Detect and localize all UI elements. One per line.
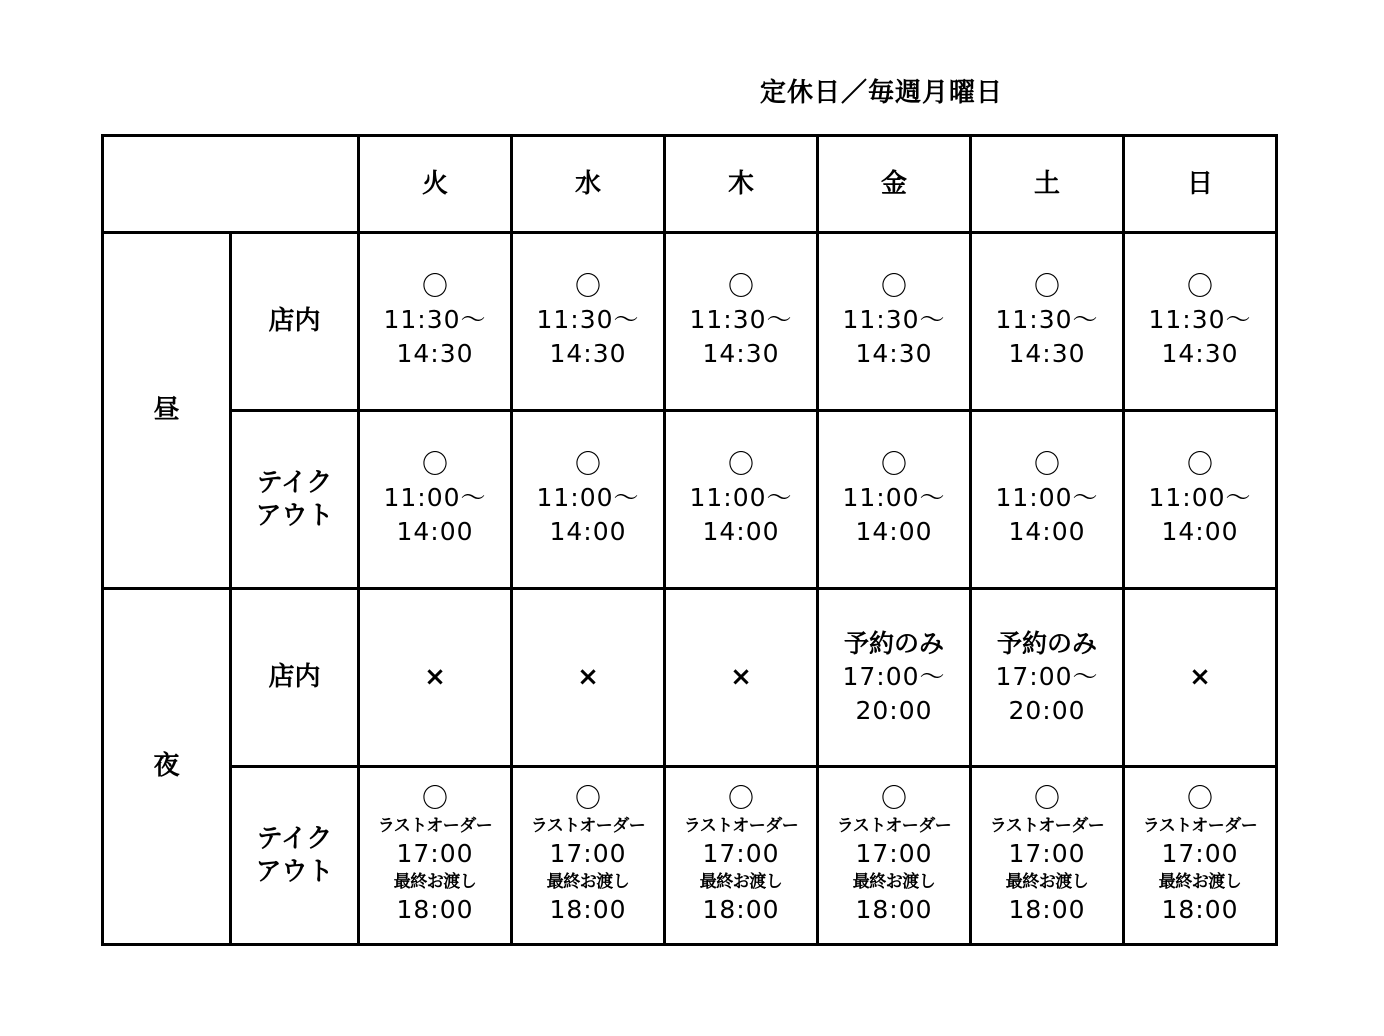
available-mark: 〇 [1186, 272, 1213, 303]
day-header-sat: 土 [971, 136, 1124, 233]
reservation-only-label: 予約のみ [843, 628, 944, 658]
corner-cell [103, 136, 359, 233]
handover-time: 18:00 [396, 895, 474, 925]
service-takeout [231, 411, 359, 589]
last-order-label: ラストオーダー [530, 816, 646, 837]
service-dine-in: 店内 [231, 233, 359, 411]
lunch-dine-in-cell [971, 233, 1124, 411]
available-mark: 〇 [727, 784, 754, 815]
handover-time: 18:00 [549, 895, 627, 925]
day-header-sun: 日 [1124, 136, 1277, 233]
end-time: 14:00 [1161, 517, 1239, 547]
lunch-takeout-cell [971, 411, 1124, 589]
start-time: 11:30〜 [842, 305, 946, 335]
end-time: 14:30 [1008, 339, 1086, 369]
business-hours-table [101, 134, 1278, 946]
closed-mark: × [665, 589, 818, 767]
available-mark: 〇 [727, 272, 754, 303]
lunch-dine-in-row [103, 233, 1277, 411]
end-time: 14:00 [396, 517, 474, 547]
period-dinner: 夜 [103, 589, 231, 945]
end-time: 20:00 [855, 695, 933, 725]
dinner-dine-in-cell [818, 589, 971, 767]
start-time: 11:30〜 [383, 305, 487, 335]
day-header-thu: 木 [665, 136, 818, 233]
handover-label: 最終お渡し [1005, 872, 1089, 893]
available-mark: 〇 [880, 784, 907, 815]
available-mark: 〇 [1186, 784, 1213, 815]
available-mark: 〇 [574, 272, 601, 303]
available-mark: 〇 [421, 784, 448, 815]
takeout-label-line1: テイク [256, 824, 333, 854]
lunch-dine-in-cell [1124, 233, 1277, 411]
last-order-label: ラストオーダー [989, 816, 1105, 837]
end-time: 14:30 [702, 339, 780, 369]
dinner-takeout-cell [512, 767, 665, 945]
closed-day-note: 定休日／毎週月曜日 [760, 78, 1004, 108]
available-mark: 〇 [574, 450, 601, 481]
handover-label: 最終お渡し [852, 872, 936, 893]
handover-time: 18:00 [855, 895, 933, 925]
start-time: 11:30〜 [1148, 305, 1252, 335]
start-time: 11:00〜 [1148, 483, 1252, 513]
takeout-label-line2: アウト [255, 500, 334, 531]
dinner-takeout-cell [818, 767, 971, 945]
end-time: 14:00 [1008, 517, 1086, 547]
lunch-takeout-cell [818, 411, 971, 589]
last-order-label: ラストオーダー [377, 816, 493, 837]
lunch-dine-in-cell [818, 233, 971, 411]
available-mark: 〇 [421, 450, 448, 481]
available-mark: 〇 [880, 272, 907, 303]
end-time: 20:00 [1008, 695, 1086, 725]
day-header-tue: 火 [359, 136, 512, 233]
end-time: 14:30 [396, 339, 474, 369]
dinner-takeout-cell [971, 767, 1124, 945]
available-mark: 〇 [1033, 784, 1060, 815]
dinner-dine-in-row [103, 589, 1277, 767]
start-time: 11:00〜 [995, 483, 1099, 513]
lunch-dine-in-cell [512, 233, 665, 411]
end-time: 14:00 [702, 517, 780, 547]
period-lunch: 昼 [103, 233, 231, 589]
start-time: 11:30〜 [689, 305, 793, 335]
lunch-dine-in-cell [359, 233, 512, 411]
available-mark: 〇 [421, 272, 448, 303]
dinner-dine-in-cell [971, 589, 1124, 767]
dinner-takeout-row [103, 767, 1277, 945]
lunch-takeout-cell [1124, 411, 1277, 589]
reservation-only-label: 予約のみ [996, 628, 1097, 658]
last-order-label: ラストオーダー [683, 816, 799, 837]
handover-time: 18:00 [1161, 895, 1239, 925]
last-order-time: 17:00 [1008, 839, 1086, 869]
start-time: 17:00〜 [995, 662, 1099, 691]
lunch-takeout-cell [665, 411, 818, 589]
dinner-takeout-cell [359, 767, 512, 945]
last-order-label: ラストオーダー [1142, 816, 1258, 837]
start-time: 11:30〜 [995, 305, 1099, 335]
start-time: 11:00〜 [536, 483, 640, 513]
handover-label: 最終お渡し [1158, 872, 1242, 893]
takeout-label-line1: テイク [256, 468, 333, 498]
dinner-takeout-cell [1124, 767, 1277, 945]
handover-label: 最終お渡し [699, 872, 783, 893]
last-order-time: 17:00 [702, 839, 780, 869]
closed-mark: × [1124, 589, 1277, 767]
service-dine-in: 店内 [231, 589, 359, 767]
takeout-label-line2: アウト [255, 856, 334, 887]
available-mark: 〇 [1186, 450, 1213, 481]
end-time: 14:30 [549, 339, 627, 369]
available-mark: 〇 [574, 784, 601, 815]
lunch-takeout-cell [359, 411, 512, 589]
last-order-time: 17:00 [1161, 839, 1239, 869]
end-time: 14:30 [855, 339, 933, 369]
header-row [103, 136, 1277, 233]
closed-mark: × [512, 589, 665, 767]
day-header-fri: 金 [818, 136, 971, 233]
available-mark: 〇 [727, 450, 754, 481]
closed-mark: × [359, 589, 512, 767]
start-time: 11:30〜 [536, 305, 640, 335]
start-time: 11:00〜 [842, 483, 946, 513]
available-mark: 〇 [1033, 272, 1060, 303]
day-header-wed: 水 [512, 136, 665, 233]
available-mark: 〇 [1033, 450, 1060, 481]
lunch-dine-in-cell [665, 233, 818, 411]
last-order-time: 17:00 [396, 839, 474, 869]
handover-label: 最終お渡し [393, 872, 477, 893]
start-time: 11:00〜 [383, 483, 487, 513]
dinner-takeout-cell [665, 767, 818, 945]
end-time: 14:00 [855, 517, 933, 547]
end-time: 14:00 [549, 517, 627, 547]
end-time: 14:30 [1161, 339, 1239, 369]
lunch-takeout-row [103, 411, 1277, 589]
lunch-takeout-cell [512, 411, 665, 589]
start-time: 17:00〜 [842, 662, 946, 691]
available-mark: 〇 [880, 450, 907, 481]
last-order-label: ラストオーダー [836, 816, 952, 837]
handover-label: 最終お渡し [546, 872, 630, 893]
last-order-time: 17:00 [855, 839, 933, 869]
last-order-time: 17:00 [549, 839, 627, 869]
handover-time: 18:00 [702, 895, 780, 925]
handover-time: 18:00 [1008, 895, 1086, 925]
service-takeout [231, 767, 359, 945]
start-time: 11:00〜 [689, 483, 793, 513]
